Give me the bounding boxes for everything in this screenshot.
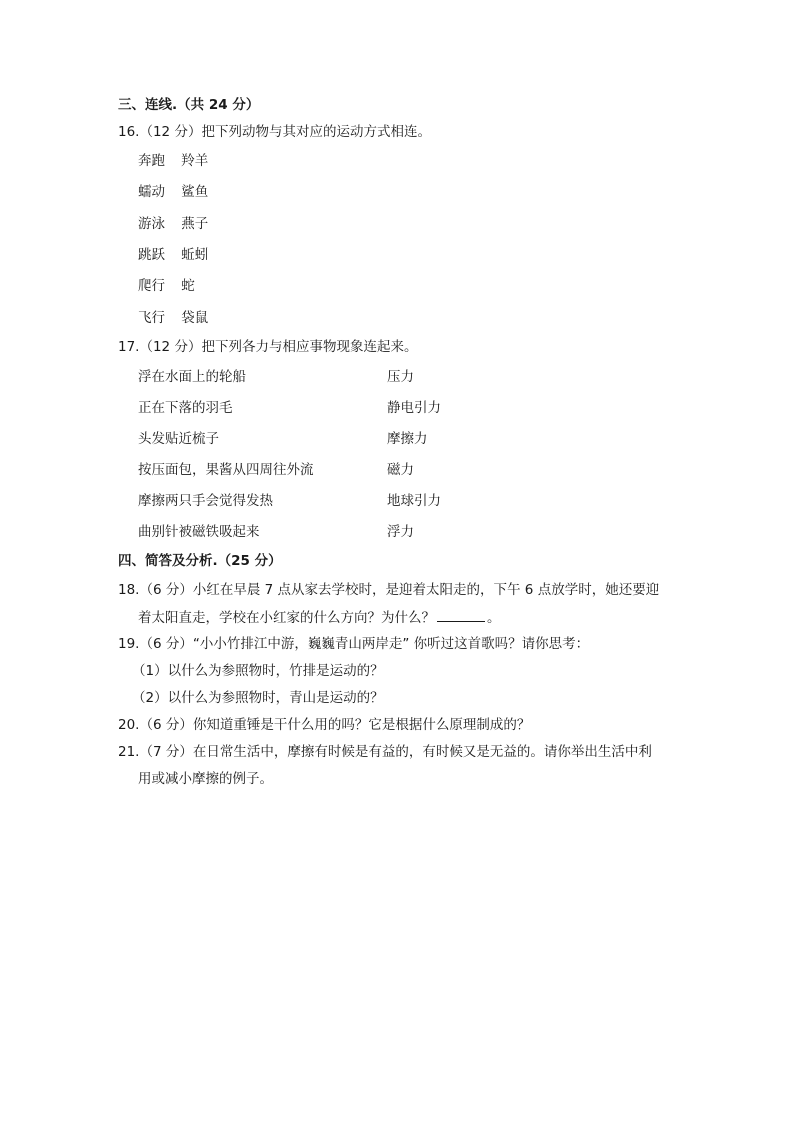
q16-motion: 爬行 <box>138 278 165 294</box>
q17-force: 浮力 <box>387 524 414 540</box>
q19-sub2: （2）以什么为参照物时，青山是运动的？ <box>132 690 384 706</box>
q18-line2-text: 着太阳直走，学校在小红家的什么方向？为什么？ <box>138 610 435 626</box>
q16-motion: 跳跃 <box>138 247 165 263</box>
q20-stem: 20.（6 分）你知道重锤是干什么用的吗？它是根据什么原理制成的？ <box>118 717 531 733</box>
q18-line1: 18.（6 分）小红在早晨 7 点从家去学校时，是迎着太阳走的，下午 6 点放学时，她还要迎 <box>118 582 660 598</box>
q19-sub1: （1）以什么为参照物时，竹排是运动的？ <box>132 663 384 679</box>
q18-answer-blank[interactable] <box>437 608 485 622</box>
q16-motion: 飞行 <box>138 310 165 326</box>
q16-animal: 燕子 <box>181 216 209 232</box>
q17-phenomenon: 曲别针被磁铁吸起来 <box>138 524 260 540</box>
q16-row-2 <box>138 183 208 201</box>
q16-animal: 蚯蚓 <box>181 247 209 263</box>
q17-force: 静电引力 <box>387 400 441 416</box>
q17-phenomenon: 按压面包，果酱从四周往外流 <box>138 462 314 478</box>
q17-force: 摩擦力 <box>387 431 428 447</box>
q16-animal: 蛇 <box>181 278 195 294</box>
q17-phenomenon: 摩擦两只手会觉得发热 <box>138 493 273 509</box>
q18-line2-end: 。 <box>487 610 501 626</box>
q16-row-1 <box>138 152 208 170</box>
q17-phenomenon: 正在下落的羽毛 <box>138 400 233 416</box>
q17-force: 压力 <box>387 369 414 385</box>
q17-stem: 17.（12 分）把下列各力与相应事物现象连起来。 <box>118 339 418 355</box>
q16-row-6 <box>138 309 208 327</box>
q17-force: 地球引力 <box>387 493 441 509</box>
q19-stem: 19.（6 分）“小小竹排江中游，巍巍青山两岸走” 你听过这首歌吗？请你思考： <box>118 636 590 652</box>
q16-animal: 鲨鱼 <box>181 184 209 200</box>
q16-row-4 <box>138 246 208 264</box>
section4-heading: 四、简答及分析.（25 分） <box>118 553 282 569</box>
q16-motion: 奔跑 <box>138 153 165 169</box>
section3-heading: 三、连线.（共 24 分） <box>118 97 260 113</box>
q16-motion: 游泳 <box>138 216 165 232</box>
q16-stem: 16.（12 分）把下列动物与其对应的运动方式相连。 <box>118 124 431 140</box>
q17-phenomenon: 头发贴近梳子 <box>138 431 219 447</box>
q16-row-3 <box>138 215 208 233</box>
q16-animal: 羚羊 <box>181 153 209 169</box>
q16-row-5 <box>138 277 195 295</box>
q16-animal: 袋鼠 <box>181 310 209 326</box>
q16-motion: 蠕动 <box>138 184 165 200</box>
q21-line1: 21.（7 分）在日常生活中，摩擦有时候是有益的，有时候又是无益的。请你举出生活中利 <box>118 744 652 760</box>
q17-force: 磁力 <box>387 462 414 478</box>
q21-line2: 用或减小摩擦的例子。 <box>138 771 273 787</box>
q17-phenomenon: 浮在水面上的轮船 <box>138 369 246 385</box>
q18-line2 <box>138 608 501 627</box>
